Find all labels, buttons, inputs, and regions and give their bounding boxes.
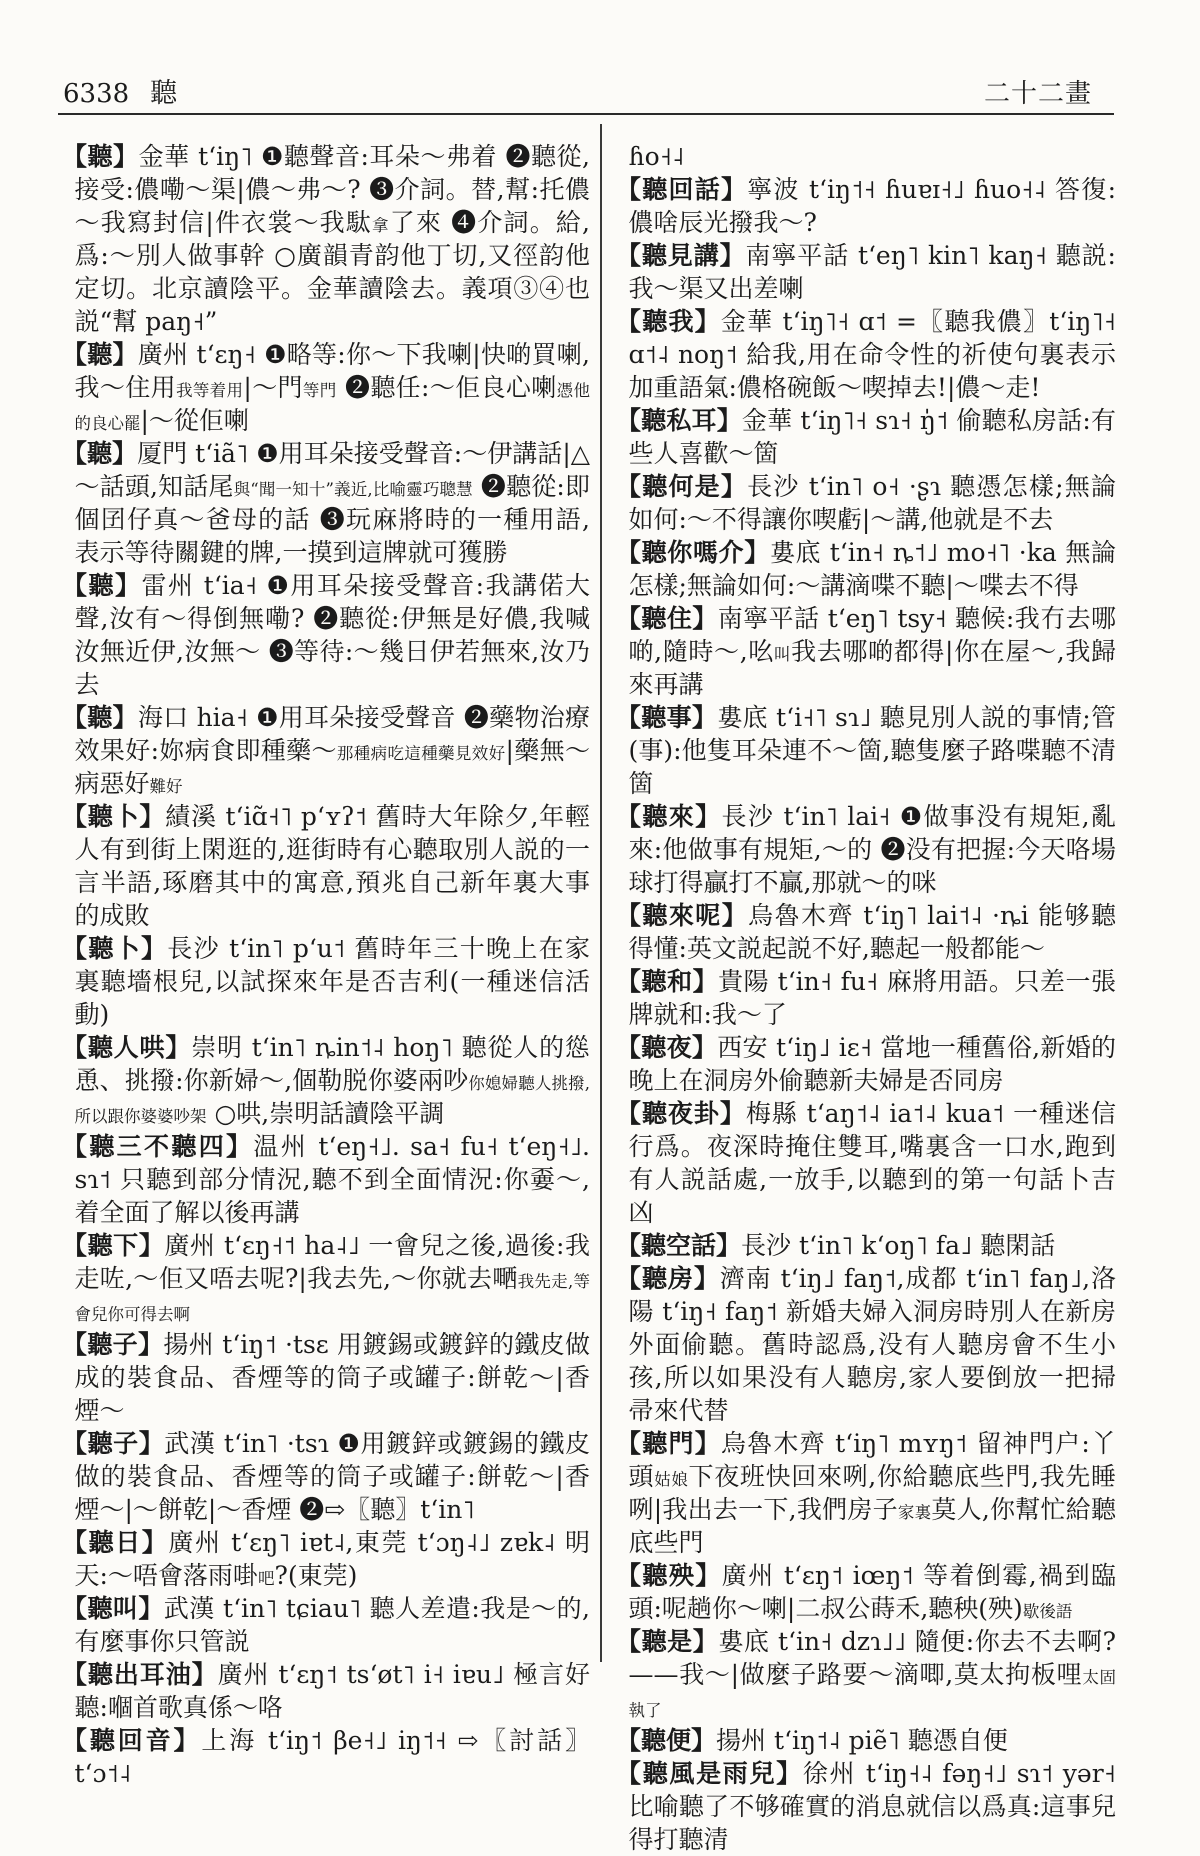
entry-headword: 【聽出耳油】 bbox=[62, 1660, 218, 1689]
entry-text: 厦門 tʻiã˥ ❶用耳朵接受聲音:～伊講話|△～話頭,知話尾 bbox=[74, 439, 590, 501]
entry-headword: 【聽便】 bbox=[616, 1726, 717, 1755]
entry-headword: 【聽來呢】 bbox=[616, 901, 749, 930]
entry-gloss: 家裏 bbox=[897, 1503, 932, 1522]
entry-gloss: 叫 bbox=[773, 645, 792, 664]
entry-text: ?(東莞) bbox=[274, 1561, 358, 1590]
dictionary-entry bbox=[62, 338, 590, 437]
entry-gloss: 你媳婦聽人挑撥,所以跟你婆婆吵架 bbox=[74, 1074, 590, 1126]
entry-text: 金華 tʻiŋ˥ ❶聽聲音:耳朵～弗着 ❷聽從,接受:儂嘞～渠|儂～弗～? ❸介詞。替,幫:托儂～我寫封信|件衣裳～我駄 bbox=[74, 142, 590, 237]
entry-text: ❷聽從:即個囝仔真～爸母的話 ❸玩麻將時的一種用語,表示等待關鍵的牌,一摸到這牌就可獲勝 bbox=[74, 472, 590, 567]
dictionary-entry bbox=[616, 1625, 1116, 1724]
dictionary-entry bbox=[62, 1427, 590, 1526]
entry-headword: 【聽何是】 bbox=[616, 472, 748, 501]
dictionary-entry bbox=[616, 1262, 1116, 1427]
entry-headword: 【聽住】 bbox=[616, 604, 718, 633]
entry-headword: 【聽和】 bbox=[616, 967, 719, 996]
entry-text: 婁底 tʻin˧ dzɿ˩˩ 隨便:你去不去啊?——我～|做麼子路要～滴唧,莫太拘板哩 bbox=[628, 1627, 1116, 1689]
dictionary-entry bbox=[62, 701, 590, 800]
dictionary-entry-continued bbox=[616, 140, 1116, 173]
entry-headword: 【聽回音】 bbox=[62, 1726, 202, 1755]
entry-text: 武漢 tʻin˥ tɕiau˥ 聽人差遣:我是～的,有麼事你只管説 bbox=[74, 1594, 590, 1656]
entry-text: 上海 tʻiŋ˦ βe˧˩ iŋ˦˧ ⇨〖討話〗tʻɔ˦˨ bbox=[74, 1726, 590, 1788]
entry-headword: 【聽】 bbox=[62, 439, 138, 468]
dictionary-entry bbox=[616, 173, 1116, 239]
entry-text: 廣州 tʻɛŋ˥ iɐt˨,東莞 tʻɔŋ˨˩ zɐk˨ 明天:～唔會落雨啩 bbox=[74, 1528, 590, 1590]
entry-text: |～從佢喇 bbox=[140, 406, 249, 435]
left-column bbox=[62, 140, 590, 1790]
entry-headword: 【聽風是雨兒】 bbox=[616, 1759, 803, 1788]
entry-gloss: 我先走,等會兒你可得去啊 bbox=[74, 1272, 590, 1324]
entry-text: 梅縣 tʻaŋ˦˨ ia˦˨ kua˦ 一種迷信行爲。夜深時掩住雙耳,嘴裏含一口水,跑到有人説話處,一放手,以聽到的第一句話卜吉凶 bbox=[628, 1099, 1116, 1227]
dictionary-entry bbox=[62, 1592, 590, 1658]
entry-text: |～門 bbox=[243, 373, 303, 402]
entry-text: 長沙 tʻin˥ lai˧ ❶做事没有規矩,亂來:他做事有規矩,～的 ❷没有把握:今天咯場球打得贏打不贏,那就～的咪 bbox=[628, 802, 1116, 897]
dictionary-entry bbox=[62, 1724, 590, 1790]
entry-headword: 【聽】 bbox=[62, 142, 139, 171]
entry-text: 崇明 tʻin˥ ȵin˦˨ hoŋ˥ 聽從人的慫恿、挑撥:你新婦～,個勒脱你婆兩吵 bbox=[74, 1033, 590, 1095]
entry-headword: 【聽私耳】 bbox=[616, 406, 742, 435]
entry-headword: 【聽夜卦】 bbox=[616, 1099, 746, 1128]
dictionary-entry bbox=[616, 602, 1116, 701]
dictionary-entry bbox=[616, 1229, 1116, 1262]
dictionary-entry bbox=[62, 140, 590, 338]
stroke-count-section: 二十二畫 bbox=[983, 79, 1092, 109]
entry-headword: 【聽你嗎介】 bbox=[616, 538, 770, 567]
entry-headword: 【聽叫】 bbox=[62, 1594, 164, 1623]
dictionary-entry bbox=[62, 1229, 590, 1328]
dictionary-entry bbox=[62, 932, 590, 1031]
entry-gloss: 歇後語 bbox=[1022, 1602, 1073, 1621]
dictionary-entry bbox=[616, 536, 1116, 602]
entry-text: 温州 tʻeŋ˧˩. sa˧ fu˧ tʻeŋ˧˩. sɿ˦ 只聽到部分情況,聽不到全面情況:你嫑～,着全面了解以後再講 bbox=[74, 1132, 590, 1227]
entry-text: 廣州 tʻɛŋ˦ tsʻøt˥ i˧ iɐu˩ 極言好聽:嗰首歌真係～咯 bbox=[74, 1660, 590, 1722]
entry-text: 揚州 tʻiŋ˦ ·tsɛ 用鍍錫或鍍鋅的鐵皮做成的裝食品、香煙等的筒子或罐子:餅乾～|香煙～ bbox=[74, 1330, 590, 1425]
entry-headword: 【聽夜】 bbox=[616, 1033, 718, 1062]
entry-headword: 【聽】 bbox=[62, 703, 138, 732]
dictionary-entry bbox=[616, 239, 1116, 305]
entry-headword: 【聽見講】 bbox=[616, 241, 746, 270]
entry-text: ❷聽任:～佢良心喇 bbox=[336, 373, 557, 402]
dictionary-entry bbox=[62, 1658, 590, 1724]
entry-headword: 【聽事】 bbox=[616, 703, 718, 732]
entry-gloss: 那種病吃這種藥見效好 bbox=[336, 744, 506, 763]
entry-gloss: 姑娘 bbox=[654, 1470, 689, 1489]
entry-text: 雷州 tʻia˧ ❶用耳朵接受聲音:我講偌大聲,汝有～得倒無嘞? ❷聽從:伊無是好儂,我喊汝無近伊,汝無～ ❸等待:～幾日伊若無來,汝乃去 bbox=[74, 571, 590, 699]
entry-headword: 【聽人哄】 bbox=[62, 1033, 192, 1062]
entry-text: 海口 hia˧ ❶用耳朵接受聲音 ❷藥物治療效果好:妳病食即種藥～ bbox=[74, 703, 590, 765]
dictionary-entry bbox=[62, 569, 590, 701]
entry-headword: 【聽】 bbox=[62, 340, 138, 369]
entry-text: ○哄,崇明話讀陰平調 bbox=[206, 1099, 445, 1128]
entry-gloss: 我等着用 bbox=[175, 381, 244, 400]
running-headword: 聽 bbox=[150, 78, 177, 109]
entry-text: 武漢 tʻin˥ ·tsɿ ❶用鍍鋅或鍍錫的鐵皮做的裝食品、香煙等的筒子或罐子:餅乾～|香煙～|～餅乾|～香煙 ❷⇨〖聽〗tʻin˥ bbox=[74, 1429, 590, 1524]
right-column bbox=[616, 140, 1116, 1856]
entry-headword: 【聽殃】 bbox=[616, 1561, 722, 1590]
dictionary-entry bbox=[616, 1097, 1116, 1229]
dictionary-entry bbox=[616, 404, 1116, 470]
entry-text: 廣州 tʻɛŋ˦ iœŋ˦ 等着倒霉,禍到臨頭:呢趟你～喇|二叔公蒔禾,聽秧(殃) bbox=[628, 1561, 1116, 1623]
entry-text: 揚州 tʻiŋ˦˨ piẽ˥ 聽憑自便 bbox=[716, 1726, 1008, 1755]
entry-gloss: 拿 bbox=[372, 216, 390, 235]
dictionary-entry bbox=[616, 1559, 1116, 1625]
entry-headword: 【聽子】 bbox=[62, 1330, 164, 1359]
entry-headword: 【聽空話】 bbox=[616, 1231, 742, 1260]
entry-text: 長沙 tʻin˥ kʻoŋ˥ fa˩ 聽閑話 bbox=[741, 1231, 1056, 1260]
dictionary-entry bbox=[616, 1757, 1116, 1856]
dictionary-entry bbox=[62, 800, 590, 932]
dictionary-entry bbox=[616, 305, 1116, 404]
dictionary-entry bbox=[616, 1427, 1116, 1559]
entry-headword: 【聽房】 bbox=[616, 1264, 720, 1293]
entry-text: 長沙 tʻin˥ o˧ ·ʂɿ 聽憑怎樣;無論如何:～不得讓你喫虧|～講,他就是不去 bbox=[628, 472, 1116, 534]
dictionary-entry bbox=[62, 1031, 590, 1130]
dictionary-entry bbox=[62, 437, 590, 569]
entry-text: 濟南 tʻiŋ˩ faŋ˦,成都 tʻin˥ faŋ˩,洛陽 tʻiŋ˧ faŋ˦ 新婚夫婦入洞房時別人在新房外面偷聽。舊時認爲,没有人聽房會不生小孩,所以如果没有人聽房,家人要倒放一把掃帚來代替 bbox=[628, 1264, 1116, 1425]
entry-text: 了來 ❹介詞。給,爲:～別人做事幹 ○廣韻青韵他丁切,又徑韵他定切。北京讀陰平。金華讀陰去。義項③④也説“幫 paŋ˧” bbox=[74, 208, 590, 336]
entry-text: 烏魯木齊 tʻiŋ˥ mʏŋ˦ 留神門户:丫頭 bbox=[628, 1429, 1116, 1491]
entry-gloss: 太固執了 bbox=[628, 1668, 1117, 1720]
entry-text: |藥無～病惡好 bbox=[74, 736, 590, 798]
entry-headword: 【聽門】 bbox=[616, 1429, 721, 1458]
entry-gloss: 等門 bbox=[302, 381, 337, 400]
entry-text: 南寧平話 tʻeŋ˥ tsy˧ 聽候:我冇去哪啲,隨時～,吆 bbox=[628, 604, 1116, 666]
entry-text: ɦo˧˨ bbox=[628, 142, 685, 171]
entry-text: 績溪 tʻiɑ̃˧˥ pʻʏʔ˦ 舊時大年除夕,年輕人有到街上閑逛的,逛街時有心聽取別人説的一言半語,琢磨其中的寓意,預兆自己新年裏大事的成敗 bbox=[74, 802, 590, 930]
entry-text: 貴陽 tʻin˧ fu˧ 麻將用語。只差一張牌就和:我～了 bbox=[628, 967, 1116, 1029]
header-rule bbox=[58, 113, 1114, 115]
dictionary-entry bbox=[616, 701, 1116, 800]
entry-text: 我去哪啲都得|你在屋～,我歸來再講 bbox=[628, 637, 1116, 699]
entry-headword: 【聽是】 bbox=[616, 1627, 719, 1656]
entry-gloss: 與“聞一知十”義近,比喻靈巧聰慧 bbox=[233, 480, 473, 499]
dictionary-entry bbox=[62, 1526, 590, 1592]
entry-text: 婁底 tʻi˧˥ sɿ˩ 聽見別人説的事情;管(事):他隻耳朵連不～箇,聽隻麼子路喋聽不清箇 bbox=[628, 703, 1116, 798]
entry-headword: 【聽我】 bbox=[616, 307, 721, 336]
entry-gloss: 難好 bbox=[149, 777, 183, 796]
entry-text: 烏魯木齊 tʻiŋ˥ lai˦˨ ·ȵi 能够聽得懂:英文説起説不好,聽起一般都能～ bbox=[628, 901, 1116, 963]
entry-text: 長沙 tʻin˥ pʻu˦ 舊時年三十晚上在家裏聽墻根兒,以試探來年是否吉利(一種迷信活動) bbox=[74, 934, 590, 1029]
page-number: 6338 bbox=[63, 79, 130, 109]
entry-text: 婁底 tʻin˧ ȵ˦˩ mo˧˥ ·ka 無論怎樣;無論如何:～講滴喋不聽|～喋去不得 bbox=[628, 538, 1116, 600]
dictionary-entry bbox=[616, 965, 1116, 1031]
entry-text: 西安 tʻiŋ˩ iɛ˧ 當地一種舊俗,新婚的晚上在洞房外偷聽新夫婦是否同房 bbox=[628, 1033, 1116, 1095]
entry-headword: 【聽子】 bbox=[62, 1429, 165, 1458]
dictionary-entry bbox=[616, 800, 1116, 899]
column-divider bbox=[600, 124, 602, 1662]
entry-headword: 【聽下】 bbox=[62, 1231, 165, 1260]
dictionary-entry bbox=[616, 899, 1116, 965]
dictionary-entry bbox=[62, 1130, 590, 1229]
dictionary-entry bbox=[616, 1724, 1116, 1757]
entry-text: 金華 tʻiŋ˥˧ sɿ˧ ŋ̍˦ 偷聽私房話:有些人喜歡～箇 bbox=[628, 406, 1116, 468]
entry-gloss: 憑他的良心罷 bbox=[74, 381, 591, 433]
entry-headword: 【聽日】 bbox=[62, 1528, 169, 1557]
entry-gloss: 吧 bbox=[257, 1569, 275, 1588]
dictionary-entry bbox=[62, 1328, 590, 1427]
entry-headword: 【聽卜】 bbox=[62, 802, 166, 831]
entry-text: 徐州 tʻiŋ˧˨ fəŋ˧˩ sɿ˦ yər˧ 比喻聽了不够確實的消息就信以爲真:這事兒得打聽清 bbox=[628, 1759, 1116, 1854]
entry-text: 寧波 tʻiŋ˦˧ ɦuɐɪ˧˩ ɦuo˧˨ 答復:儂啥辰光撥我～? bbox=[628, 175, 1116, 237]
dictionary-entry bbox=[616, 470, 1116, 536]
entry-text: 下夜班快回來咧,你給聽底些門,我先睡咧|我出去一下,我們房子 bbox=[628, 1462, 1116, 1524]
entry-headword: 【聽三不聽四】 bbox=[62, 1132, 254, 1161]
entry-headword: 【聽卜】 bbox=[62, 934, 168, 963]
entry-text: 南寧平話 tʻeŋ˥ kin˥ kaŋ˧ 聽説:我～渠又出差喇 bbox=[628, 241, 1116, 303]
entry-headword: 【聽來】 bbox=[616, 802, 722, 831]
entry-text: 廣州 tʻɛŋ˧˦ ha˨˩ 一會兒之後,過後:我走咗,～佢又唔去呢?|我去先,～你就去嗮 bbox=[74, 1231, 590, 1293]
entry-text: 莫人,你幫忙給聽底些門 bbox=[628, 1495, 1116, 1557]
entry-text: 廣州 tʻɛŋ˧ ❶略等:你～下我喇|快啲買喇,我～住用 bbox=[74, 340, 590, 402]
entry-headword: 【聽】 bbox=[62, 571, 142, 600]
entry-headword: 【聽回話】 bbox=[616, 175, 748, 204]
entry-text: 金華 tʻiŋ˥˧ ɑ˦ =〖聽我儂〗tʻiŋ˥˧ ɑ˦˨ noŋ˦ 給我,用在命令性的祈使句裏表示加重語氣:儂格碗飯～喫掉去!|儂～走! bbox=[628, 307, 1116, 402]
dictionary-entry bbox=[616, 1031, 1116, 1097]
